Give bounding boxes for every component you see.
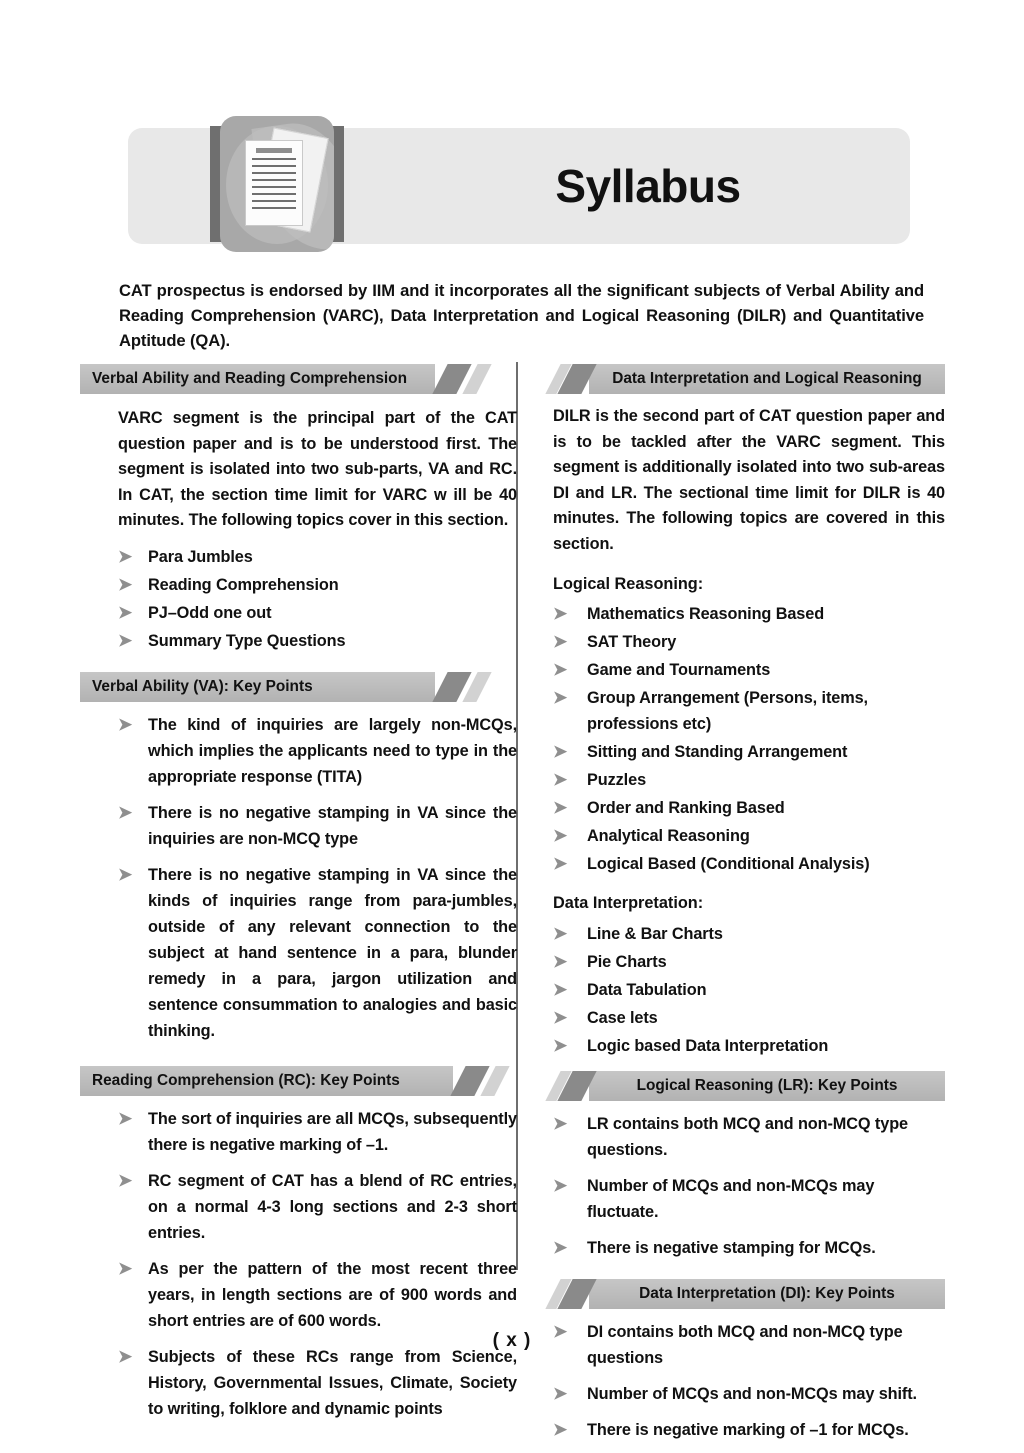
arrow-bullet-icon: ➤ — [118, 802, 133, 822]
section-title-di-key-points: Data Interpretation (DI): Key Points — [639, 1284, 895, 1302]
section-header-rc-key-points — [80, 1066, 517, 1096]
list-item-label: Case lets — [587, 1008, 658, 1027]
arrow-bullet-icon: ➤ — [553, 1383, 568, 1403]
list-item — [118, 1344, 517, 1422]
list-item-label: There is no negative stamping in VA since the inquiries are non-MCQ type — [148, 803, 517, 848]
list-item — [553, 977, 945, 1003]
list-item-label: Analytical Reasoning — [587, 827, 750, 846]
list-item — [118, 600, 517, 626]
list-item-label: Mathematics Reasoning Based — [587, 605, 825, 624]
arrow-bullet-icon: ➤ — [553, 979, 568, 999]
arrow-bullet-icon: ➤ — [553, 688, 568, 708]
icon-square — [220, 116, 334, 252]
list-item-label: As per the pattern of the most recent three years, in length sections are of 900 words and short entries are of 600 words. — [148, 1259, 517, 1330]
data-interpretation-label: Data Interpretation: — [553, 894, 704, 913]
arrow-bullet-icon: ➤ — [118, 1108, 133, 1128]
list-item-label: Summary Type Questions — [148, 631, 346, 650]
list-item — [553, 1005, 945, 1031]
list-item-label: Game and Tournaments — [587, 661, 771, 680]
logical-reasoning-label: Logical Reasoning: — [553, 574, 704, 593]
section-title-lr-key-points: Logical Reasoning (LR): Key Points — [636, 1076, 898, 1094]
list-item — [553, 1033, 945, 1059]
list-item — [553, 657, 945, 683]
arrow-bullet-icon: ➤ — [553, 1321, 568, 1341]
arrow-bullet-icon: ➤ — [118, 546, 133, 566]
list-item — [118, 1168, 517, 1246]
arrow-bullet-icon: ➤ — [118, 714, 133, 734]
page-header — [128, 128, 910, 244]
arrow-bullet-icon: ➤ — [553, 1175, 568, 1195]
lr-key-points-list — [553, 1111, 945, 1261]
section-header-varc — [80, 364, 517, 394]
intro-paragraph — [119, 278, 924, 353]
list-item — [553, 1381, 945, 1407]
right-column — [553, 364, 945, 1453]
list-item — [118, 712, 517, 790]
section-header-va-key-points — [80, 672, 517, 702]
page-number: ( x ) — [492, 1330, 532, 1351]
arrow-bullet-icon: ➤ — [118, 1258, 133, 1278]
list-item-label: Logic based Data Interpretation — [587, 1036, 829, 1055]
list-item — [118, 800, 517, 852]
arrow-bullet-icon: ➤ — [553, 1007, 568, 1027]
list-item-label: SAT Theory — [587, 633, 677, 652]
arrow-bullet-icon: ➤ — [553, 1419, 568, 1439]
arrow-bullet-icon: ➤ — [118, 574, 133, 594]
page-title: Syllabus — [555, 160, 741, 212]
list-item-label: Number of MCQs and non-MCQs may shift. — [587, 1384, 917, 1403]
list-item-label: Sitting and Standing Arrangement — [587, 743, 848, 762]
arrow-bullet-icon: ➤ — [553, 923, 568, 943]
intro-bold-varc: Verbal Ability and Reading Comprehension (VARC) — [119, 281, 924, 325]
list-item — [553, 1417, 945, 1443]
arrow-bullet-icon: ➤ — [553, 632, 568, 652]
list-item-label: RC segment of CAT has a blend of RC entries, on a normal 4-3 long sections and 2-3 short entries. — [148, 1171, 517, 1242]
list-item — [553, 949, 945, 975]
list-item — [553, 921, 945, 947]
arrow-bullet-icon: ➤ — [118, 864, 133, 884]
intro-text-1: CAT prospectus is endorsed by IIM and it incorporates all the significant subjects of — [119, 281, 786, 300]
intro-bold-qa: Quantitative Aptitude (QA) — [119, 306, 924, 350]
arrow-bullet-icon: ➤ — [553, 854, 568, 874]
intro-text-3: . — [225, 331, 231, 350]
list-item-label: Subjects of these RCs range from Science, History, Governmental Issues, Climate, Society to writing, folklore and dynamic points — [148, 1347, 517, 1418]
arrow-bullet-icon: ➤ — [553, 951, 568, 971]
intro-text-2: , Data Interpretation and Logical Reasoning (DILR) and — [378, 306, 830, 325]
arrow-bullet-icon: ➤ — [118, 1170, 133, 1190]
arrow-bullet-icon: ➤ — [553, 742, 568, 762]
section-title-dilr: Data Interpretation and Logical Reasoning — [612, 370, 922, 387]
arrow-bullet-icon: ➤ — [118, 602, 133, 622]
list-item — [118, 572, 517, 598]
section-header-lr-key-points — [553, 1071, 945, 1101]
arrow-bullet-icon: ➤ — [553, 770, 568, 790]
list-item — [553, 851, 945, 877]
list-item-label: Order and Ranking Based — [587, 799, 785, 818]
list-item — [553, 823, 945, 849]
list-item-label: Reading Comprehension — [148, 575, 339, 594]
list-item — [553, 795, 945, 821]
list-item-label: Data Tabulation — [587, 980, 707, 999]
list-item-label: Pie Charts — [587, 952, 667, 971]
list-item — [118, 1256, 517, 1334]
list-item-label: Para Jumbles — [148, 547, 253, 566]
arrow-bullet-icon: ➤ — [553, 1035, 568, 1055]
data-interpretation-list — [553, 921, 945, 1059]
varc-paragraph: VARC segment is the principal part of the CAT question paper and is to be understood first. The segment is isolated into two sub-parts, VA and RC. In CAT, the section time limit for VARC w ill be 40 minutes. The following topics cover in this section. — [118, 409, 517, 530]
list-item-label: There is negative marking of –1 for MCQs. — [587, 1420, 909, 1439]
list-item — [118, 544, 517, 570]
logical-reasoning-list — [553, 601, 945, 877]
list-item-label: PJ–Odd one out — [148, 603, 272, 622]
list-item — [553, 1111, 945, 1163]
list-item — [118, 1106, 517, 1158]
list-item-label: The sort of inquiries are all MCQs, subsequently there is negative marking of –1. — [148, 1109, 517, 1154]
list-item-label: Line & Bar Charts — [587, 924, 723, 943]
list-item-label: There is no negative stamping in VA since the kinds of inquiries range from para-jumbles, outside of any relevant connection to the subject at hand sentence in a para, blunder remedy in a para, jargon utilization and sentence consummation to analogies and basic thinking. — [148, 865, 517, 1040]
icon-document-front — [245, 140, 303, 226]
list-item — [553, 739, 945, 765]
list-item-label: Number of MCQs and non-MCQs may fluctuate. — [587, 1176, 875, 1221]
list-item — [118, 628, 517, 654]
varc-topic-list — [118, 544, 517, 654]
list-item — [553, 685, 945, 737]
list-item-label: There is negative stamping for MCQs. — [587, 1238, 876, 1257]
left-column — [80, 364, 517, 1432]
section-title-va-key-points: Verbal Ability (VA): Key Points — [92, 677, 313, 695]
section-header-di-key-points — [553, 1279, 945, 1309]
arrow-bullet-icon: ➤ — [118, 630, 133, 650]
arrow-bullet-icon: ➤ — [553, 826, 568, 846]
document-pages-icon — [210, 116, 344, 252]
arrow-bullet-icon: ➤ — [118, 1346, 133, 1366]
list-item — [553, 1173, 945, 1225]
list-item-label: Group Arrangement (Persons, items, professions etc) — [587, 689, 868, 734]
list-item-label: Puzzles — [587, 771, 647, 790]
arrow-bullet-icon: ➤ — [553, 798, 568, 818]
list-item-label: Logical Based (Conditional Analysis) — [587, 855, 870, 874]
arrow-bullet-icon: ➤ — [553, 1113, 568, 1133]
arrow-bullet-icon: ➤ — [553, 660, 568, 680]
list-item — [553, 767, 945, 793]
list-item — [553, 601, 945, 627]
arrow-bullet-icon: ➤ — [553, 604, 568, 624]
va-key-points-list — [118, 712, 517, 1044]
section-title-varc: Verbal Ability and Reading Comprehension — [92, 370, 407, 387]
list-item-label: LR contains both MCQ and non-MCQ type questions. — [587, 1114, 908, 1159]
list-item — [553, 629, 945, 655]
section-title-rc-key-points: Reading Comprehension (RC): Key Points — [92, 1071, 400, 1089]
rc-key-points-list — [118, 1106, 517, 1422]
section-header-dilr — [553, 364, 945, 394]
arrow-bullet-icon: ➤ — [553, 1237, 568, 1257]
dilr-paragraph: DILR is the second part of CAT question paper and is to be tackled after the VARC segment. This segment is additionally isolated into two sub-areas DI and LR. The sectional time limit for DILR is 40 minutes. The following topics are covered in this section. — [553, 407, 945, 553]
list-item — [553, 1235, 945, 1261]
list-item-label: The kind of inquiries are largely non-MCQs, which implies the applicants need to type in the appropriate response (TITA) — [148, 715, 517, 786]
list-item-label: DI contains both MCQ and non-MCQ type questions — [587, 1322, 903, 1367]
list-item — [118, 862, 517, 1044]
